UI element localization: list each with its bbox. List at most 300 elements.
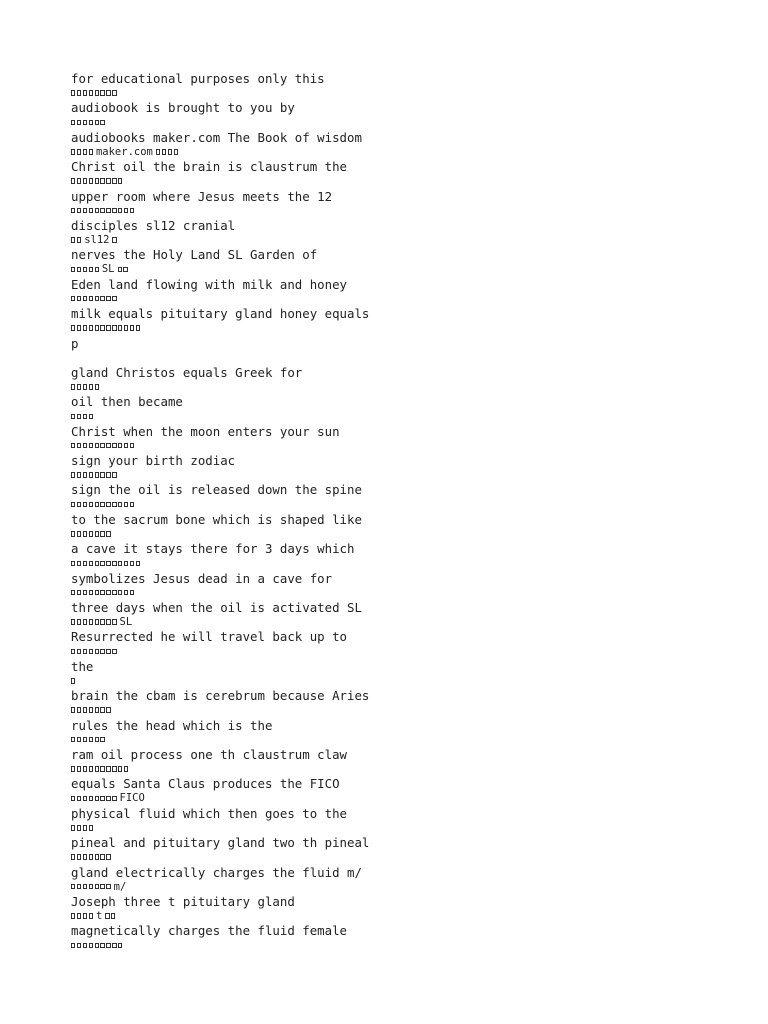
missing-glyph-box-icon [71,531,75,537]
missing-glyph-box-icon [106,590,110,596]
transcript-line-text: Eden land flowing with milk and honey [71,276,348,292]
missing-glyph-box-icon [100,296,104,302]
missing-glyph-box-icon [100,796,104,802]
transcript-line [71,336,731,365]
transcript-subline [71,440,731,452]
missing-glyph-box-icon [71,267,75,273]
missing-glyph-box-icon [77,854,81,860]
missing-glyph-box-icon [123,267,127,273]
missing-glyph-box-icon [100,443,104,449]
missing-glyph-box-icon [83,943,87,949]
missing-glyph-box-icon [89,943,93,949]
missing-glyph-box-icon [83,854,87,860]
missing-glyph-box-icon [95,325,99,331]
missing-glyph-box-icon [71,854,75,860]
missing-glyph-group [71,943,122,949]
transcript-subline [71,381,731,393]
transcript-line [71,600,731,629]
missing-glyph-box-icon [77,502,81,508]
missing-glyph-group [71,884,111,890]
transcript-document [71,71,731,953]
missing-glyph-group [71,325,140,331]
transcript-line-text: a cave it stays there for 3 days which [71,541,355,557]
missing-glyph-group [71,590,134,596]
missing-glyph-box-icon [89,472,93,478]
transcript-line [71,806,731,835]
missing-glyph-box-icon [112,502,116,508]
missing-glyph-box-icon [71,90,75,96]
transcript-line [71,718,731,747]
missing-glyph-box-icon [100,884,104,890]
transcript-subline [71,587,731,599]
missing-glyph-box-icon [77,384,81,390]
missing-glyph-box-icon [89,884,93,890]
missing-glyph-box-icon [89,590,93,596]
missing-glyph-box-icon [112,649,116,655]
transcript-line [71,541,731,570]
missing-glyph-box-icon [112,472,116,478]
transcript-line-text: oil then became [71,394,183,410]
missing-glyph-box-icon [89,443,93,449]
missing-glyph-box-icon [71,120,75,126]
missing-glyph-box-icon [100,854,104,860]
missing-glyph-box-icon [89,267,93,273]
transcript-subline [71,763,731,775]
missing-glyph-box-icon [112,90,116,96]
missing-glyph-box-icon [77,913,81,919]
transcript-line [71,776,731,805]
transcript-line [71,835,731,864]
missing-glyph-box-icon [118,766,122,772]
missing-glyph-box-icon [83,561,87,567]
transcript-line [71,629,731,658]
transcript-subline [71,822,731,834]
missing-glyph-box-icon [95,267,99,273]
missing-glyph-box-icon [95,443,99,449]
transcript-line-text: Resurrected he will travel back up to [71,629,348,645]
transcript-subline [71,557,731,569]
transcript-line-text: p [71,335,79,351]
missing-glyph-box-icon [136,561,140,567]
missing-glyph-box-icon [100,325,104,331]
transcript-subline [71,734,731,746]
transcript-subline [71,263,731,275]
missing-glyph-box-icon [124,208,128,214]
missing-glyph-box-icon [112,561,116,567]
missing-glyph-box-icon [71,649,75,655]
missing-glyph-group [71,649,117,655]
missing-glyph-box-icon [95,502,99,508]
missing-glyph-box-icon [77,149,81,155]
missing-glyph-box-icon [168,149,172,155]
missing-glyph-box-icon [162,149,166,155]
transcript-subline-text: t [95,909,103,922]
missing-glyph-box-icon [130,502,134,508]
missing-glyph-box-icon [100,178,104,184]
missing-glyph-group [156,149,178,155]
transcript-line [71,218,731,247]
missing-glyph-box-icon [100,943,104,949]
missing-glyph-box-icon [77,766,81,772]
missing-glyph-box-icon [83,707,87,713]
transcript-subline [71,322,731,334]
missing-glyph-box-icon [77,443,81,449]
missing-glyph-box-icon [83,884,87,890]
missing-glyph-group [71,854,111,860]
missing-glyph-group [71,149,93,155]
transcript-subline [71,881,731,893]
missing-glyph-box-icon [71,561,75,567]
transcript-line-text: for educational purposes only this [71,71,325,86]
missing-glyph-box-icon [83,825,87,831]
missing-glyph-box-icon [106,619,110,625]
missing-glyph-box-icon [83,267,87,273]
transcript-line [71,688,731,717]
transcript-subline-text: FICO [119,792,145,805]
transcript-subline [71,410,731,422]
transcript-subline [71,87,731,99]
missing-glyph-box-icon [71,296,75,302]
transcript-subline [71,704,731,716]
missing-glyph-box-icon [83,472,87,478]
missing-glyph-box-icon [112,296,116,302]
missing-glyph-box-icon [95,796,99,802]
missing-glyph-box-icon [106,296,110,302]
transcript-subline [71,528,731,540]
missing-glyph-group [71,208,134,214]
missing-glyph-box-icon [95,90,99,96]
missing-glyph-box-icon [89,531,93,537]
missing-glyph-box-icon [71,149,75,155]
missing-glyph-box-icon [89,707,93,713]
missing-glyph-box-icon [83,502,87,508]
transcript-line-text: ram oil process one th claustrum claw [71,746,348,762]
missing-glyph-box-icon [89,766,93,772]
missing-glyph-box-icon [89,913,93,919]
transcript-line-text: gland Christos equals Greek for [71,364,303,380]
transcript-line [71,512,731,541]
missing-glyph-box-icon [106,943,110,949]
missing-glyph-box-icon [106,796,110,802]
transcript-line-text: audiobooks maker.com The Book of wisdom [71,129,362,145]
missing-glyph-box-icon [118,590,122,596]
missing-glyph-box-icon [106,502,110,508]
missing-glyph-box-icon [77,472,81,478]
missing-glyph-box-icon [83,414,87,420]
missing-glyph-box-icon [95,120,99,126]
missing-glyph-box-icon [124,766,128,772]
transcript-line [71,482,731,511]
transcript-subline [71,352,731,364]
missing-glyph-box-icon [95,707,99,713]
missing-glyph-box-icon [118,443,122,449]
missing-glyph-group [71,619,117,625]
missing-glyph-box-icon [100,649,104,655]
missing-glyph-box-icon [71,472,75,478]
missing-glyph-group [71,120,105,126]
missing-glyph-box-icon [71,414,75,420]
transcript-subline [71,645,731,657]
missing-glyph-box-icon [95,943,99,949]
missing-glyph-group [105,913,115,919]
missing-glyph-box-icon [77,943,81,949]
transcript-line-text: brain the cbam is cerebrum because Aries [71,688,370,704]
missing-glyph-box-icon [83,178,87,184]
missing-glyph-box-icon [89,561,93,567]
missing-glyph-box-icon [95,472,99,478]
missing-glyph-box-icon [112,325,116,331]
transcript-line-text: equals Santa Claus produces the FICO [71,776,340,792]
missing-glyph-box-icon [118,561,122,567]
missing-glyph-box-icon [95,619,99,625]
missing-glyph-box-icon [118,178,122,184]
missing-glyph-box-icon [89,208,93,214]
missing-glyph-box-icon [77,531,81,537]
transcript-subline [71,175,731,187]
missing-glyph-box-icon [100,502,104,508]
transcript-line-text: disciples sl12 cranial [71,217,236,233]
missing-glyph-box-icon [83,737,87,743]
missing-glyph-box-icon [89,854,93,860]
missing-glyph-box-icon [111,913,115,919]
transcript-subline [71,675,731,687]
transcript-line-text: the [71,658,94,674]
missing-glyph-box-icon [100,707,104,713]
missing-glyph-box-icon [71,766,75,772]
transcript-subline-text: sl12 [84,233,110,246]
transcript-line-text: magnetically charges the fluid female [71,923,348,939]
missing-glyph-group [71,766,128,772]
missing-glyph-box-icon [71,825,75,831]
missing-glyph-box-icon [105,913,109,919]
missing-glyph-box-icon [77,649,81,655]
missing-glyph-box-icon [71,619,75,625]
transcript-line [71,277,731,306]
missing-glyph-group [71,678,75,684]
missing-glyph-box-icon [83,913,87,919]
missing-glyph-group [71,825,93,831]
missing-glyph-box-icon [100,766,104,772]
missing-glyph-box-icon [71,443,75,449]
missing-glyph-box-icon [89,325,93,331]
missing-glyph-group [71,707,111,713]
missing-glyph-group [71,178,122,184]
missing-glyph-box-icon [95,561,99,567]
missing-glyph-box-icon [118,502,122,508]
transcript-line-text: physical fluid which then goes to the [71,805,348,821]
missing-glyph-box-icon [77,208,81,214]
missing-glyph-box-icon [124,443,128,449]
missing-glyph-box-icon [77,737,81,743]
transcript-subline [71,205,731,217]
missing-glyph-box-icon [83,90,87,96]
missing-glyph-box-icon [118,325,122,331]
missing-glyph-box-icon [71,590,75,596]
missing-glyph-box-icon [106,178,110,184]
transcript-line [71,365,731,394]
missing-glyph-box-icon [77,825,81,831]
missing-glyph-box-icon [77,90,81,96]
missing-glyph-group [71,502,134,508]
transcript-line [71,659,731,688]
transcript-line [71,159,731,188]
transcript-subline [71,498,731,510]
missing-glyph-box-icon [106,443,110,449]
missing-glyph-box-icon [130,590,134,596]
transcript-line [71,894,731,923]
transcript-subline [71,939,731,951]
missing-glyph-box-icon [112,208,116,214]
missing-glyph-box-icon [118,943,122,949]
missing-glyph-box-icon [71,796,75,802]
missing-glyph-box-icon [95,178,99,184]
missing-glyph-box-icon [95,884,99,890]
transcript-line-text: gland electrically charges the fluid m/ [71,864,362,880]
missing-glyph-box-icon [100,472,104,478]
missing-glyph-box-icon [83,443,87,449]
missing-glyph-box-icon [77,796,81,802]
transcript-subline [71,234,731,246]
transcript-subline [71,851,731,863]
transcript-line [71,923,731,952]
missing-glyph-box-icon [100,619,104,625]
transcript-subline [71,616,731,628]
missing-glyph-box-icon [77,619,81,625]
missing-glyph-box-icon [77,120,81,126]
missing-glyph-box-icon [89,796,93,802]
missing-glyph-box-icon [106,766,110,772]
missing-glyph-box-icon [77,884,81,890]
missing-glyph-box-icon [106,90,110,96]
missing-glyph-box-icon [130,208,134,214]
transcript-line [71,306,731,335]
missing-glyph-box-icon [118,267,122,273]
transcript-line-text: Joseph three t pituitary gland [71,893,295,909]
missing-glyph-box-icon [89,296,93,302]
missing-glyph-group [71,90,117,96]
transcript-line-text: symbolizes Jesus dead in a cave for [71,570,333,586]
missing-glyph-box-icon [100,120,104,126]
missing-glyph-box-icon [112,943,116,949]
transcript-line-text: Christ oil the brain is claustrum the [71,159,348,175]
transcript-line [71,71,731,100]
missing-glyph-group [71,414,93,420]
missing-glyph-box-icon [77,267,81,273]
missing-glyph-box-icon [89,178,93,184]
missing-glyph-box-icon [83,766,87,772]
transcript-line-text: rules the head which is the [71,717,273,733]
missing-glyph-box-icon [77,237,81,243]
transcript-subline [71,469,731,481]
missing-glyph-box-icon [83,149,87,155]
transcript-subline-text: maker.com [95,145,153,158]
missing-glyph-box-icon [95,737,99,743]
missing-glyph-box-icon [112,796,116,802]
transcript-line [71,747,731,776]
missing-glyph-box-icon [112,619,116,625]
missing-glyph-box-icon [71,913,75,919]
missing-glyph-box-icon [130,561,134,567]
transcript-line-text: pineal and pituitary gland two th pineal [71,835,370,851]
missing-glyph-box-icon [124,325,128,331]
transcript-line [71,247,731,276]
transcript-line [71,865,731,894]
missing-glyph-group [71,561,140,567]
missing-glyph-box-icon [100,90,104,96]
missing-glyph-box-icon [89,120,93,126]
transcript-subline [71,792,731,804]
missing-glyph-box-icon [71,384,75,390]
transcript-line [71,189,731,218]
missing-glyph-box-icon [100,208,104,214]
transcript-line-text: milk equals pituitary gland honey equals [71,306,370,322]
missing-glyph-box-icon [95,854,99,860]
missing-glyph-box-icon [89,502,93,508]
missing-glyph-box-icon [77,296,81,302]
transcript-line-text: sign the oil is released down the spine [71,482,362,498]
transcript-line-text: to the sacrum bone which is shaped like [71,511,362,527]
missing-glyph-box-icon [124,590,128,596]
transcript-line [71,424,731,453]
missing-glyph-box-icon [100,737,104,743]
missing-glyph-group [71,296,117,302]
missing-glyph-box-icon [106,561,110,567]
transcript-subline [71,146,731,158]
missing-glyph-box-icon [106,854,110,860]
missing-glyph-box-icon [106,531,110,537]
missing-glyph-box-icon [112,443,116,449]
missing-glyph-group [71,531,111,537]
missing-glyph-box-icon [112,766,116,772]
transcript-subline-text: SL [101,263,115,276]
transcript-line-text: sign your birth zodiac [71,453,236,469]
missing-glyph-box-icon [77,414,81,420]
missing-glyph-group [71,443,134,449]
missing-glyph-box-icon [77,561,81,567]
transcript-line [71,130,731,159]
missing-glyph-box-icon [77,590,81,596]
missing-glyph-box-icon [130,325,134,331]
missing-glyph-box-icon [83,649,87,655]
missing-glyph-box-icon [83,531,87,537]
transcript-line [71,453,731,482]
missing-glyph-box-icon [112,590,116,596]
missing-glyph-box-icon [71,943,75,949]
missing-glyph-box-icon [106,208,110,214]
transcript-line-text: upper room where Jesus meets the 12 [71,188,333,204]
missing-glyph-box-icon [83,384,87,390]
missing-glyph-box-icon [71,325,75,331]
missing-glyph-box-icon [83,208,87,214]
missing-glyph-box-icon [71,178,75,184]
missing-glyph-box-icon [95,208,99,214]
missing-glyph-box-icon [89,737,93,743]
missing-glyph-box-icon [71,737,75,743]
transcript-subline [71,910,731,922]
missing-glyph-box-icon [100,561,104,567]
missing-glyph-box-icon [95,649,99,655]
transcript-line-text: nerves the Holy Land SL Garden of [71,247,318,263]
transcript-line [71,394,731,423]
missing-glyph-box-icon [89,414,93,420]
missing-glyph-box-icon [71,502,75,508]
missing-glyph-group [71,237,81,243]
transcript-subline [71,293,731,305]
transcript-subline-text: m/ [113,880,127,893]
transcript-line [71,571,731,600]
missing-glyph-box-icon [77,707,81,713]
missing-glyph-box-icon [124,561,128,567]
